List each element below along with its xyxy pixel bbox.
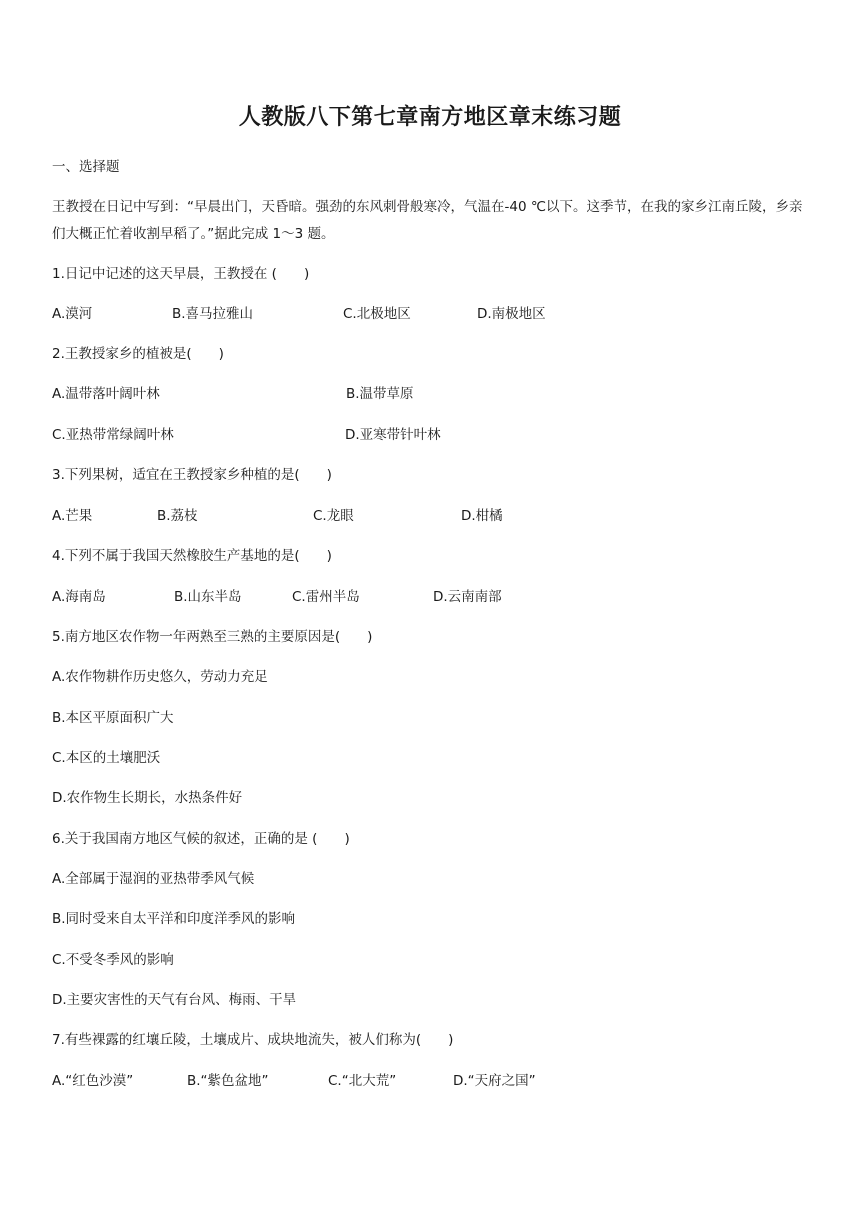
question-5-option-a: A.农作物耕作历史悠久，劳动力充足 — [52, 669, 268, 685]
question-2-option-b: B.温带草原 — [346, 386, 414, 402]
question-5-option-d: D.农作物生长期长，水热条件好 — [52, 790, 243, 806]
question-6-option-c: C.不受冬季风的影响 — [52, 952, 174, 968]
question-3-option-b: B.荔枝 — [157, 508, 198, 524]
question-1-stem: 1.日记中记述的这天早晨，王教授在 ( ) — [52, 266, 310, 282]
question-5-option-b: B.本区平原面积广大 — [52, 710, 174, 726]
question-3-option-a: A.芒果 — [52, 508, 93, 524]
question-4-option-c: C.雷州半岛 — [292, 589, 360, 605]
question-6-option-b: B.同时受来自太平洋和印度洋季风的影响 — [52, 911, 296, 927]
question-5-option-c: C.本区的土壤肥沃 — [52, 750, 161, 766]
question-7-option-c: C.“北大荒” — [328, 1073, 397, 1089]
question-7-option-a: A.“红色沙漠” — [52, 1073, 134, 1089]
question-4-option-d: D.云南南部 — [433, 589, 502, 605]
question-1-option-d: D.南极地区 — [477, 306, 546, 322]
question-2-option-c: C.亚热带常绿阔叶林 — [52, 427, 174, 443]
document-title: 人教版八下第七章南方地区章末练习题 — [238, 105, 622, 130]
question-1-option-b: B.喜马拉雅山 — [172, 306, 254, 322]
question-4-stem: 4.下列不属于我国天然橡胶生产基地的是( ) — [52, 548, 332, 564]
question-4-option-b: B.山东半岛 — [174, 589, 242, 605]
question-7-stem: 7.有些裸露的红壤丘陵，土壤成片、成块地流失，被人们称为( ) — [52, 1032, 454, 1048]
question-2-option-a: A.温带落叶阔叶林 — [52, 386, 160, 402]
question-2-option-d: D.亚寒带针叶林 — [345, 427, 441, 443]
question-1-option-a: A.漠河 — [52, 306, 93, 322]
section-heading: 一、选择题 — [52, 159, 120, 175]
question-7-option-b: B.“紫色盆地” — [187, 1073, 269, 1089]
question-6-option-a: A.全部属于湿润的亚热带季风气候 — [52, 871, 255, 887]
question-6-stem: 6.关于我国南方地区气候的叙述，正确的是 ( ) — [52, 831, 350, 847]
question-7-option-d: D.“天府之国” — [453, 1073, 536, 1089]
question-3-stem: 3.下列果树，适宜在王教授家乡种植的是( ) — [52, 467, 332, 483]
question-6-option-d: D.主要灾害性的天气有台风、梅雨、干旱 — [52, 992, 297, 1008]
question-2-stem: 2.王教授家乡的植被是( ) — [52, 346, 224, 362]
question-4-option-a: A.海南岛 — [52, 589, 106, 605]
question-1-option-c: C.北极地区 — [343, 306, 411, 322]
question-5-stem: 5.南方地区农作物一年两熟至三熟的主要原因是( ) — [52, 629, 373, 645]
question-3-option-c: C.龙眼 — [313, 508, 354, 524]
reading-passage: 王教授在日记中写到：“早晨出门，天昏暗。强劲的东风刺骨般寒冷，气温在-40 ℃以下。这季节，在我的家乡江南丘陵，乡亲们大概正忙着收割早稻了。”据此完成 1～3 题。 — [52, 199, 803, 242]
question-3-option-d: D.柑橘 — [461, 508, 503, 524]
